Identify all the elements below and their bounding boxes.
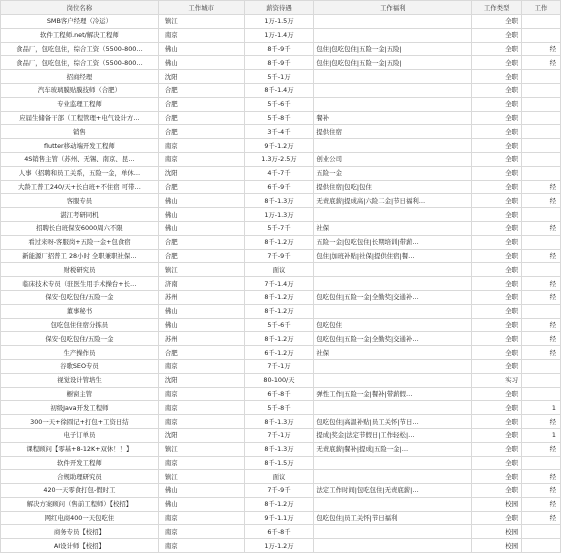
table-row[interactable] — [1, 318, 561, 332]
cell-extra[interactable] — [522, 304, 561, 318]
cell-job-title[interactable]: AI设计师【校招】 — [1, 539, 159, 553]
table-row[interactable] — [1, 111, 561, 125]
cell-salary[interactable]: 面议 — [244, 263, 314, 277]
table-row[interactable] — [1, 194, 561, 208]
cell-city[interactable]: 南京 — [158, 139, 244, 153]
cell-job-title[interactable]: 汽车玻璃膜贴膜技师（合肥） — [1, 83, 159, 97]
cell-salary[interactable]: 8千-1.3万 — [244, 415, 314, 429]
cell-city[interactable]: 镇江 — [158, 470, 244, 484]
cell-job-title[interactable]: 专业监理工程师 — [1, 97, 159, 111]
cell-benefits[interactable]: 法定工作时间|包吃包住|无责底薪|… — [314, 484, 472, 498]
cell-job-title[interactable]: SMB客户经理（冷运） — [1, 15, 159, 29]
cell-city[interactable]: 南京 — [158, 28, 244, 42]
cell-extra[interactable] — [522, 359, 561, 373]
cell-job-type[interactable]: 全职 — [472, 111, 522, 125]
cell-job-type[interactable]: 全职 — [472, 290, 522, 304]
cell-benefits[interactable] — [314, 373, 472, 387]
cell-extra[interactable]: 经 — [522, 249, 561, 263]
cell-job-title[interactable]: 课程顾问【零基+8-12K+双休！！】 — [1, 442, 159, 456]
cell-job-type[interactable]: 全职 — [472, 359, 522, 373]
cell-job-type[interactable]: 全职 — [472, 470, 522, 484]
table-row[interactable] — [1, 373, 561, 387]
cell-job-type[interactable]: 校园 — [472, 497, 522, 511]
cell-salary[interactable]: 8千-1.2万 — [244, 332, 314, 346]
cell-city[interactable]: 南京 — [158, 511, 244, 525]
cell-benefits[interactable] — [314, 401, 472, 415]
cell-extra[interactable] — [522, 28, 561, 42]
cell-benefits[interactable]: 包住|加班补贴|社保|提供住宿|餐… — [314, 249, 472, 263]
cell-job-title[interactable]: 新能源厂招普工 28小时 全职兼职社保… — [1, 249, 159, 263]
cell-salary[interactable]: 9千-1.2万 — [244, 139, 314, 153]
cell-extra[interactable] — [522, 111, 561, 125]
cell-salary[interactable]: 8千-1.2万 — [244, 304, 314, 318]
table-row[interactable] — [1, 484, 561, 498]
cell-job-type[interactable]: 全职 — [472, 97, 522, 111]
cell-job-type[interactable]: 全职 — [472, 442, 522, 456]
cell-job-type[interactable]: 全职 — [472, 346, 522, 360]
cell-salary[interactable]: 6千-9千 — [244, 180, 314, 194]
cell-salary[interactable]: 80-100/天 — [244, 373, 314, 387]
cell-job-type[interactable]: 全职 — [472, 277, 522, 291]
cell-job-type[interactable]: 全职 — [472, 42, 522, 56]
cell-job-type[interactable]: 全职 — [472, 70, 522, 84]
cell-extra[interactable] — [522, 525, 561, 539]
cell-job-type[interactable]: 全职 — [472, 484, 522, 498]
cell-salary[interactable]: 5千-7千 — [244, 221, 314, 235]
cell-benefits[interactable]: 无责底薪|餐补|提成|五险一金|… — [314, 442, 472, 456]
cell-salary[interactable]: 9千-1.1万 — [244, 511, 314, 525]
cell-job-title[interactable]: 应届生储备干部（工程管理+电气设计方… — [1, 111, 159, 125]
cell-salary[interactable]: 5千-6千 — [244, 318, 314, 332]
cell-benefits[interactable]: 包吃包住 — [314, 318, 472, 332]
cell-job-title[interactable]: 人事（招聘和员工关系，五险一金，单休… — [1, 166, 159, 180]
table-row[interactable] — [1, 249, 561, 263]
cell-city[interactable]: 沈阳 — [158, 373, 244, 387]
cell-city[interactable]: 沈阳 — [158, 70, 244, 84]
cell-extra[interactable]: 经 — [522, 511, 561, 525]
table-row[interactable] — [1, 263, 561, 277]
cell-job-title[interactable]: 网红电商400一天包吃住 — [1, 511, 159, 525]
cell-job-title[interactable]: 商务专员【校招】 — [1, 525, 159, 539]
cell-job-title[interactable]: 食品厂，包吃包住，综合工资（5500-800… — [1, 42, 159, 56]
cell-city[interactable]: 南京 — [158, 415, 244, 429]
table-row[interactable] — [1, 208, 561, 222]
cell-job-title[interactable]: 电子订单员 — [1, 428, 159, 442]
cell-benefits[interactable] — [314, 15, 472, 29]
cell-job-type[interactable]: 校园 — [472, 525, 522, 539]
cell-extra[interactable] — [522, 15, 561, 29]
cell-city[interactable]: 济南 — [158, 277, 244, 291]
cell-salary[interactable]: 6千-1.2万 — [244, 346, 314, 360]
cell-job-type[interactable]: 全职 — [472, 221, 522, 235]
cell-benefits[interactable]: 无责底薪|提成高|六险二金|节日福利… — [314, 194, 472, 208]
cell-job-type[interactable]: 全职 — [472, 194, 522, 208]
cell-salary[interactable]: 7千-1万 — [244, 428, 314, 442]
cell-job-type[interactable]: 实习 — [472, 373, 522, 387]
cell-benefits[interactable] — [314, 83, 472, 97]
cell-benefits[interactable] — [314, 208, 472, 222]
cell-extra[interactable]: 经 — [522, 194, 561, 208]
cell-city[interactable]: 佛山 — [158, 208, 244, 222]
table-row[interactable] — [1, 166, 561, 180]
cell-job-title[interactable]: 初级Java开发工程师 — [1, 401, 159, 415]
cell-job-type[interactable]: 全职 — [472, 152, 522, 166]
cell-salary[interactable]: 7千-1.4万 — [244, 277, 314, 291]
cell-job-title[interactable]: 4S销售主管（苏州、无锡、南京、昆… — [1, 152, 159, 166]
cell-city[interactable]: 合肥 — [158, 125, 244, 139]
cell-benefits[interactable]: 弹性工作|五险一金|餐补|带薪假… — [314, 387, 472, 401]
cell-extra[interactable] — [522, 152, 561, 166]
cell-salary[interactable]: 8千-1.2万 — [244, 290, 314, 304]
cell-job-type[interactable]: 全职 — [472, 56, 522, 70]
cell-salary[interactable]: 6千-8千 — [244, 387, 314, 401]
cell-salary[interactable]: 3千-4千 — [244, 125, 314, 139]
cell-job-title[interactable]: 软件工程师.net/解决工程师 — [1, 28, 159, 42]
cell-job-title[interactable]: 包吃包住住宿分拣员 — [1, 318, 159, 332]
cell-benefits[interactable]: 包吃包住|高温补贴|员工关怀|节日… — [314, 415, 472, 429]
column-header-city[interactable]: 工作城市 — [158, 1, 244, 15]
cell-benefits[interactable] — [314, 456, 472, 470]
cell-extra[interactable]: 经 — [522, 484, 561, 498]
cell-salary[interactable]: 8千-1.2万 — [244, 235, 314, 249]
cell-salary[interactable]: 1万-1.2万 — [244, 539, 314, 553]
cell-benefits[interactable]: 提成|奖金|法定节假日|工作轻松|… — [314, 428, 472, 442]
cell-city[interactable]: 苏州 — [158, 332, 244, 346]
cell-benefits[interactable] — [314, 263, 472, 277]
cell-job-title[interactable]: 客服专员 — [1, 194, 159, 208]
cell-job-title[interactable]: 软件开发工程师 — [1, 456, 159, 470]
table-row[interactable] — [1, 70, 561, 84]
cell-job-title[interactable]: 谷歌SEO专员 — [1, 359, 159, 373]
cell-salary[interactable]: 8千-1.3万 — [244, 194, 314, 208]
cell-benefits[interactable] — [314, 97, 472, 111]
header-row — [1, 1, 561, 15]
table-row[interactable] — [1, 332, 561, 346]
table-row[interactable] — [1, 139, 561, 153]
table-row[interactable] — [1, 235, 561, 249]
cell-city[interactable]: 合肥 — [158, 83, 244, 97]
cell-city[interactable]: 镇江 — [158, 263, 244, 277]
cell-benefits[interactable]: 包住|包吃包住|五险一金|五险| — [314, 56, 472, 70]
cell-extra[interactable]: 经 — [522, 180, 561, 194]
cell-job-title[interactable]: 合规助理研究员 — [1, 470, 159, 484]
cell-job-title[interactable]: 食品厂，包吃包住，综合工资（5500-800… — [1, 56, 159, 70]
cell-benefits[interactable] — [314, 539, 472, 553]
cell-extra[interactable] — [522, 166, 561, 180]
cell-job-title[interactable]: 保安·包吃包住/五险一金 — [1, 332, 159, 346]
cell-extra[interactable] — [522, 263, 561, 277]
cell-job-title[interactable]: 橱窗主管 — [1, 387, 159, 401]
cell-job-type[interactable]: 全职 — [472, 15, 522, 29]
cell-benefits[interactable] — [314, 304, 472, 318]
cell-city[interactable]: 合肥 — [158, 249, 244, 263]
table-row[interactable] — [1, 15, 561, 29]
cell-salary[interactable]: 1万-1.5万 — [244, 15, 314, 29]
cell-job-type[interactable]: 全职 — [472, 263, 522, 277]
cell-city[interactable]: 南京 — [158, 539, 244, 553]
cell-benefits[interactable]: 包吃包住|五险一金|全勤奖|交通补… — [314, 332, 472, 346]
table-row[interactable] — [1, 387, 561, 401]
cell-job-type[interactable]: 全职 — [472, 511, 522, 525]
cell-extra[interactable]: 经 — [522, 470, 561, 484]
cell-job-type[interactable]: 全职 — [472, 428, 522, 442]
cell-job-type[interactable]: 全职 — [472, 332, 522, 346]
cell-benefits[interactable]: 提供住宿 — [314, 125, 472, 139]
table-row[interactable] — [1, 511, 561, 525]
table-row[interactable] — [1, 152, 561, 166]
cell-salary[interactable]: 1.3万-2.5万 — [244, 152, 314, 166]
cell-job-title[interactable]: 财税研究员 — [1, 263, 159, 277]
cell-salary[interactable]: 8千-1.2万 — [244, 497, 314, 511]
cell-city[interactable]: 佛山 — [158, 42, 244, 56]
cell-salary[interactable]: 5千-1万 — [244, 70, 314, 84]
cell-salary[interactable]: 8千-1.3万 — [244, 442, 314, 456]
table-row[interactable] — [1, 442, 561, 456]
cell-city[interactable]: 合肥 — [158, 180, 244, 194]
table-row[interactable] — [1, 221, 561, 235]
cell-extra[interactable]: 经 — [522, 56, 561, 70]
table-row[interactable] — [1, 539, 561, 553]
cell-city[interactable]: 佛山 — [158, 484, 244, 498]
table-row[interactable] — [1, 28, 561, 42]
cell-benefits[interactable] — [314, 70, 472, 84]
cell-job-title[interactable]: 大龄工普工240/天+长白班+不住宿 可带… — [1, 180, 159, 194]
cell-job-type[interactable]: 全职 — [472, 166, 522, 180]
table-row[interactable] — [1, 415, 561, 429]
cell-job-type[interactable]: 全职 — [472, 318, 522, 332]
column-header-salary[interactable]: 薪资待遇 — [244, 1, 314, 15]
cell-city[interactable]: 苏州 — [158, 290, 244, 304]
cell-job-type[interactable]: 全职 — [472, 235, 522, 249]
cell-salary[interactable]: 8千-1.4万 — [244, 83, 314, 97]
cell-job-title[interactable]: 看过来呀-客服岗+五险一金+包食宿 — [1, 235, 159, 249]
cell-benefits[interactable]: 包吃包住|五险一金|全勤奖|交通补… — [314, 290, 472, 304]
cell-benefits[interactable] — [314, 497, 472, 511]
cell-salary[interactable]: 4千-7千 — [244, 166, 314, 180]
cell-city[interactable]: 南京 — [158, 525, 244, 539]
cell-job-title[interactable]: 销售 — [1, 125, 159, 139]
cell-extra[interactable] — [522, 139, 561, 153]
cell-benefits[interactable]: 餐补 — [314, 111, 472, 125]
cell-job-title[interactable]: 董事秘书 — [1, 304, 159, 318]
table-row[interactable] — [1, 359, 561, 373]
cell-extra[interactable] — [522, 235, 561, 249]
cell-extra[interactable]: 经 — [522, 277, 561, 291]
cell-salary[interactable]: 7千-9千 — [244, 484, 314, 498]
cell-city[interactable]: 南京 — [158, 401, 244, 415]
table-row[interactable] — [1, 304, 561, 318]
cell-benefits[interactable] — [314, 359, 472, 373]
cell-extra[interactable]: 1 — [522, 401, 561, 415]
table-row[interactable] — [1, 525, 561, 539]
table-row[interactable] — [1, 97, 561, 111]
cell-extra[interactable] — [522, 387, 561, 401]
cell-extra[interactable]: 经 — [522, 290, 561, 304]
cell-job-type[interactable]: 全职 — [472, 180, 522, 194]
column-header-benefits[interactable]: 工作福利 — [314, 1, 472, 15]
cell-benefits[interactable]: 五险一金|包吃包住|长期培训|带薪… — [314, 235, 472, 249]
cell-city[interactable]: 合肥 — [158, 97, 244, 111]
cell-benefits[interactable] — [314, 525, 472, 539]
cell-job-title[interactable]: 招聘长白班保安6000周六不限 — [1, 221, 159, 235]
cell-city[interactable]: 沈阳 — [158, 428, 244, 442]
cell-benefits[interactable]: 五险一金 — [314, 166, 472, 180]
cell-extra[interactable]: 经 — [522, 442, 561, 456]
cell-extra[interactable] — [522, 456, 561, 470]
table-row[interactable] — [1, 428, 561, 442]
cell-city[interactable]: 佛山 — [158, 194, 244, 208]
cell-city[interactable]: 合肥 — [158, 111, 244, 125]
cell-job-title[interactable]: 420一天零食打包-假时工 — [1, 484, 159, 498]
cell-job-title[interactable]: 保安·包吃包住/五险一金 — [1, 290, 159, 304]
cell-salary[interactable]: 5千-8千 — [244, 401, 314, 415]
cell-extra[interactable] — [522, 97, 561, 111]
cell-salary[interactable]: 6千-8千 — [244, 525, 314, 539]
table-row[interactable] — [1, 56, 561, 70]
cell-extra[interactable]: 经 — [522, 497, 561, 511]
table-row[interactable] — [1, 125, 561, 139]
cell-extra[interactable]: 经 — [522, 346, 561, 360]
cell-extra[interactable] — [522, 539, 561, 553]
cell-job-type[interactable]: 全职 — [472, 415, 522, 429]
cell-extra[interactable]: 经 — [522, 332, 561, 346]
cell-benefits[interactable] — [314, 470, 472, 484]
table-row[interactable] — [1, 456, 561, 470]
cell-city[interactable]: 合肥 — [158, 235, 244, 249]
cell-benefits[interactable]: 提供住宿|包吃|包住 — [314, 180, 472, 194]
cell-city[interactable]: 南京 — [158, 152, 244, 166]
cell-city[interactable]: 南京 — [158, 456, 244, 470]
column-header-extra[interactable]: 工作 — [522, 1, 561, 15]
cell-salary[interactable]: 7千-9千 — [244, 249, 314, 263]
table-row[interactable] — [1, 290, 561, 304]
cell-extra[interactable] — [522, 373, 561, 387]
cell-benefits[interactable]: 包住|包吃包住|五险一金|五险| — [314, 42, 472, 56]
cell-benefits[interactable] — [314, 28, 472, 42]
table-row[interactable] — [1, 83, 561, 97]
cell-benefits[interactable] — [314, 139, 472, 153]
cell-extra[interactable]: 经 — [522, 42, 561, 56]
cell-extra[interactable]: 经 — [522, 318, 561, 332]
cell-extra[interactable] — [522, 83, 561, 97]
cell-city[interactable]: 镇江 — [158, 442, 244, 456]
table-row[interactable] — [1, 180, 561, 194]
cell-job-type[interactable]: 全职 — [472, 83, 522, 97]
cell-salary[interactable]: 8千-9千 — [244, 56, 314, 70]
column-header-type[interactable]: 工作类型 — [472, 1, 522, 15]
cell-job-title[interactable]: 湛江考研同机 — [1, 208, 159, 222]
table-row[interactable] — [1, 42, 561, 56]
cell-job-title[interactable]: 视觉设计管培生 — [1, 373, 159, 387]
cell-extra[interactable]: 经 — [522, 221, 561, 235]
column-header-title[interactable]: 岗位名称 — [1, 1, 159, 15]
cell-extra[interactable] — [522, 125, 561, 139]
cell-salary[interactable]: 5千-8千 — [244, 111, 314, 125]
cell-extra[interactable] — [522, 208, 561, 222]
cell-salary[interactable]: 7千-1万 — [244, 359, 314, 373]
cell-job-type[interactable]: 全职 — [472, 208, 522, 222]
cell-job-title[interactable]: 招商经理 — [1, 70, 159, 84]
cell-job-title[interactable]: 生产操作员 — [1, 346, 159, 360]
cell-job-type[interactable]: 全职 — [472, 249, 522, 263]
cell-job-title[interactable]: 临床技术专员（驻医生用手术操台+长… — [1, 277, 159, 291]
table-row[interactable] — [1, 277, 561, 291]
cell-city[interactable]: 佛山 — [158, 56, 244, 70]
table-row[interactable] — [1, 346, 561, 360]
cell-city[interactable]: 佛山 — [158, 497, 244, 511]
cell-city[interactable]: 南京 — [158, 387, 244, 401]
cell-job-type[interactable]: 全职 — [472, 387, 522, 401]
cell-benefits[interactable]: 社保 — [314, 346, 472, 360]
table-row[interactable] — [1, 470, 561, 484]
cell-salary[interactable]: 8千-1.5万 — [244, 456, 314, 470]
cell-city[interactable]: 佛山 — [158, 318, 244, 332]
cell-job-type[interactable]: 校园 — [472, 539, 522, 553]
cell-salary[interactable]: 5千-6千 — [244, 97, 314, 111]
table-body — [1, 15, 561, 553]
cell-city[interactable]: 佛山 — [158, 304, 244, 318]
cell-job-type[interactable]: 全职 — [472, 125, 522, 139]
cell-city[interactable]: 佛山 — [158, 221, 244, 235]
cell-benefits[interactable]: 创业公司 — [314, 152, 472, 166]
cell-city[interactable]: 合肥 — [158, 346, 244, 360]
cell-salary[interactable]: 面议 — [244, 470, 314, 484]
cell-benefits[interactable] — [314, 277, 472, 291]
cell-salary[interactable]: 1万-1.3万 — [244, 208, 314, 222]
cell-extra[interactable] — [522, 70, 561, 84]
cell-city[interactable]: 镇江 — [158, 15, 244, 29]
cell-city[interactable]: 沈阳 — [158, 166, 244, 180]
cell-job-title[interactable]: 解决方案顾问（售前工程师）【校招】 — [1, 497, 159, 511]
cell-salary[interactable]: 1万-1.4万 — [244, 28, 314, 42]
cell-benefits[interactable]: 包吃包住|员工关怀|节日福利 — [314, 511, 472, 525]
table-row[interactable] — [1, 497, 561, 511]
cell-extra[interactable]: 经 — [522, 415, 561, 429]
cell-job-type[interactable]: 全职 — [472, 304, 522, 318]
table-row[interactable] — [1, 401, 561, 415]
cell-job-title[interactable]: 300一天+徐圆记+打包+工资日结 — [1, 415, 159, 429]
cell-extra[interactable]: 1 — [522, 428, 561, 442]
cell-city[interactable]: 南京 — [158, 359, 244, 373]
cell-job-title[interactable]: flutter移动端开发工程师 — [1, 139, 159, 153]
cell-benefits[interactable]: 社保 — [314, 221, 472, 235]
cell-job-type[interactable]: 全职 — [472, 401, 522, 415]
cell-job-type[interactable]: 全职 — [472, 139, 522, 153]
cell-salary[interactable]: 8千-9千 — [244, 42, 314, 56]
cell-job-type[interactable]: 全职 — [472, 28, 522, 42]
cell-job-type[interactable]: 全职 — [472, 456, 522, 470]
